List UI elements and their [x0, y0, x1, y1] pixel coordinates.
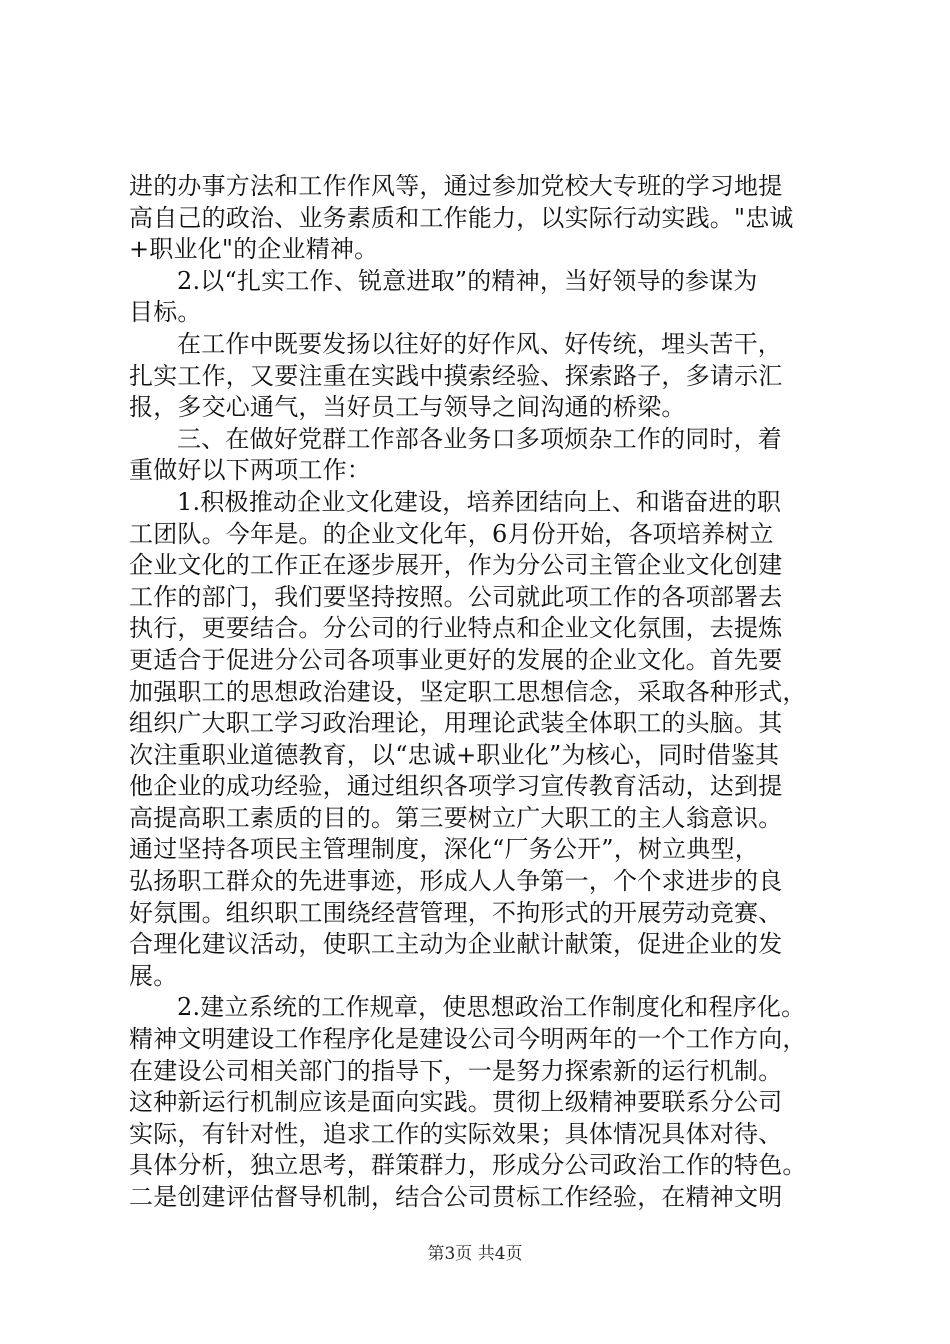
text-line: 目标。: [129, 298, 202, 327]
text-line: 2.以“扎实工作、锐意进取”的精神，当好领导的参谋为: [177, 266, 758, 295]
text-line: 扎实工作，又要注重在实践中摸索经验、探索路子，多请示汇: [129, 361, 783, 390]
text-line: 高自己的政治、业务素质和工作能力，以实际行动实践。"忠诚: [129, 203, 794, 232]
text-line: 在建设公司相关部门的指导下，一是努力探索新的运行机制。: [129, 1056, 783, 1085]
text-line: 2.建立系统的工作规章，使思想政治工作制度化和程序化。: [177, 993, 806, 1022]
text-line: 更适合于促进分公司各项事业更好的发展的企业文化。首先要: [129, 645, 783, 674]
page-footer: 第3页 共4页: [427, 1244, 523, 1264]
text-line: 好氛围。组织职工围绕经营管理，不拘形式的开展劳动竞赛、: [129, 898, 783, 927]
text-line: 企业文化的工作正在逐步展开，作为分公司主管企业文化创建: [129, 551, 783, 580]
text-line: 重做好以下两项工作：: [129, 456, 371, 485]
text-line: 通过坚持各项民主管理制度，深化“厂务公开”，树立典型，: [129, 835, 759, 864]
text-line: 精神文明建设工作程序化是建设公司今明两年的一个工作方向，: [129, 1025, 807, 1054]
text-line: 在工作中既要发扬以往好的好作风、好传统，埋头苦干，: [177, 329, 782, 358]
text-line: 弘扬职工群众的先进事迹，形成人人争第一，个个求进步的良: [129, 867, 783, 896]
text-line: 高提高职工素质的目的。第三要树立广大职工的主人翁意识。: [129, 803, 783, 832]
text-line: 工团队。今年是。的企业文化年，6月份开始，各项培养树立: [129, 519, 774, 548]
text-line: 他企业的成功经验，通过组织各项学习宣传教育活动，达到提: [129, 772, 783, 801]
text-line: 报，多交心通气，当好员工与领导之间沟通的桥梁。: [129, 393, 686, 422]
text-line: 三、在做好党群工作部各业务口多项烦杂工作的同时，着: [177, 424, 782, 453]
text-line: 具体分析，独立思考，群策群力，形成分公司政治工作的特色。: [129, 1151, 807, 1180]
text-line: 合理化建议活动，使职工主动为企业献计献策，促进企业的发: [129, 930, 783, 959]
text-line: 工作的部门，我们要坚持按照。公司就此项工作的各项部署去: [129, 582, 783, 611]
document-body: [129, 171, 829, 1214]
text-line: 展。: [129, 961, 178, 990]
text-line: 次注重职业道德教育，以“忠诚+职业化”为核心，同时借鉴其: [129, 740, 780, 769]
text-line: 1.积极推动企业文化建设，培养团结向上、和谐奋进的职: [177, 487, 782, 516]
text-line: 进的办事方法和工作作风等，通过参加党校大专班的学习地提: [129, 172, 783, 200]
text-line: 组织广大职工学习政治理论，用理论武装全体职工的头脑。其: [129, 709, 783, 738]
text-line: 二是创建评估督导机制，结合公司贯标工作经验，在精神文明: [129, 1183, 783, 1211]
text-line: 执行，更要结合。分公司的行业特点和企业文化氛围，去提炼: [129, 614, 783, 643]
text-line: +职业化"的企业精神。: [129, 235, 379, 264]
text-line: 这种新运行机制应该是面向实践。贯彻上级精神要联系分公司: [129, 1088, 783, 1117]
text-line: 实际，有针对性，追求工作的实际效果；具体情况具体对待、: [129, 1119, 783, 1148]
text-line: 加强职工的思想政治建设，坚定职工思想信念，采取各种形式，: [129, 677, 807, 706]
